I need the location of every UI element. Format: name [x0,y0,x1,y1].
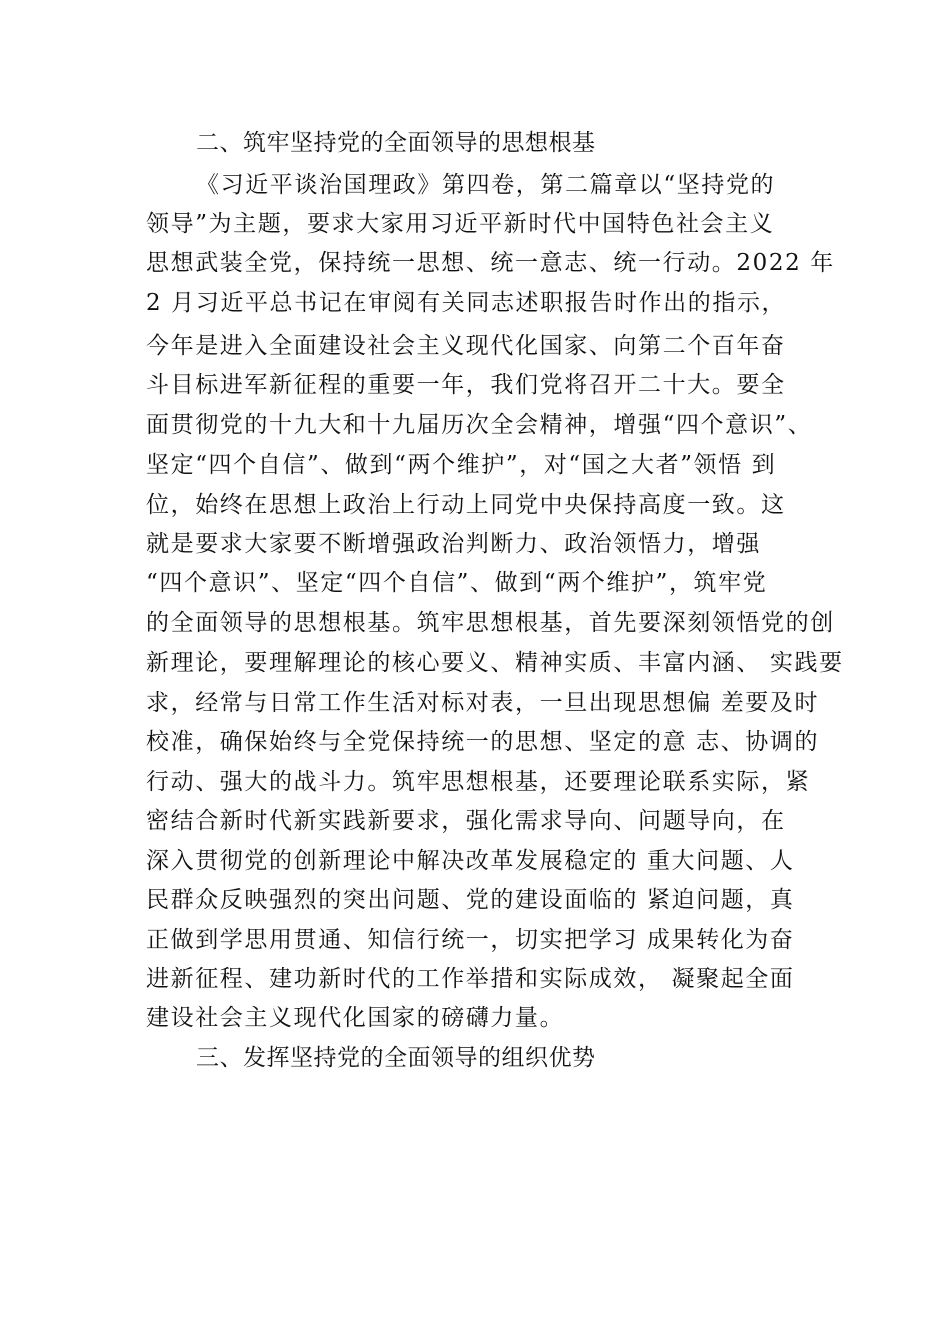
section-heading-3: 三、发挥坚持党的全面领导的组织优势 [196,1045,596,1071]
paragraph-line: 密结合新时代新实践新要求，强化需求导向、问题导向，在 [146,808,786,834]
paragraph-line: 斗目标进军新征程的重要一年，我们党将召开二十大。要全 [146,372,786,398]
paragraph-line: 就是要求大家要不断增强政治判断力、政治领悟力，增强 [146,531,761,557]
paragraph-line: 深入贯彻党的创新理论中解决改革发展稳定的 重大问题、人 [146,848,795,874]
paragraph-line: 今年是进入全面建设社会主义现代化国家、向第二个百年奋 [146,333,786,359]
paragraph-line: 校准，确保始终与全党保持统一的思想、坚定的意 志、协调的 [146,729,820,755]
section-heading-2: 二、筑牢坚持党的全面领导的思想根基 [196,130,596,156]
paragraph-line: 的全面领导的思想根基。筑牢思想根基，首先要深刻领悟党的创 [146,610,835,636]
paragraph-line: 坚定“四个自信”、做到“两个维护”，对“国之大者”领悟 到 [146,452,777,478]
paragraph-line: “四个意识”、坚定“四个自信”、做到“两个维护”，筑牢党 [146,570,768,596]
paragraph-line: 面贯彻党的十九大和十九届历次全会精神，增强“四个意识”、 [146,412,813,438]
paragraph-line: 正做到学思用贯通、知信行统一，切实把学习 成果转化为奋 [146,927,795,953]
paragraph-line: 行动、强大的战斗力。筑牢思想根基，还要理论联系实际，紧 [146,769,811,795]
paragraph-line: 领导”为主题，要求大家用习近平新时代中国特色社会主义 [146,211,775,237]
paragraph-line: 建设社会主义现代化国家的磅礴力量。 [146,1005,565,1031]
paragraph-line: 进新征程、建功新时代的工作举措和实际成效， 凝聚起全面 [146,966,795,992]
paragraph-line: 求，经常与日常工作生活对标对表，一旦出现思想偏 差要及时 [146,690,820,716]
paragraph-line: 《习近平谈治国理政》第四卷，第二篇章以“坚持党的 [196,172,776,198]
paragraph-line: 民群众反映强烈的突出问题、党的建设面临的 紧迫问题，真 [146,887,795,913]
paragraph-line: 新理论，要理解理论的核心要义、精神实质、丰富内涵、 实践要 [146,650,844,676]
paragraph-line: 位，始终在思想上政治上行动上同党中央保持高度一致。这 [146,492,786,518]
paragraph-line: 2 月习近平总书记在审阅有关同志述职报告时作出的指示， [146,290,787,316]
paragraph-line: 思想武装全党，保持统一思想、统一意志、统一行动。2022 年 [146,250,835,276]
